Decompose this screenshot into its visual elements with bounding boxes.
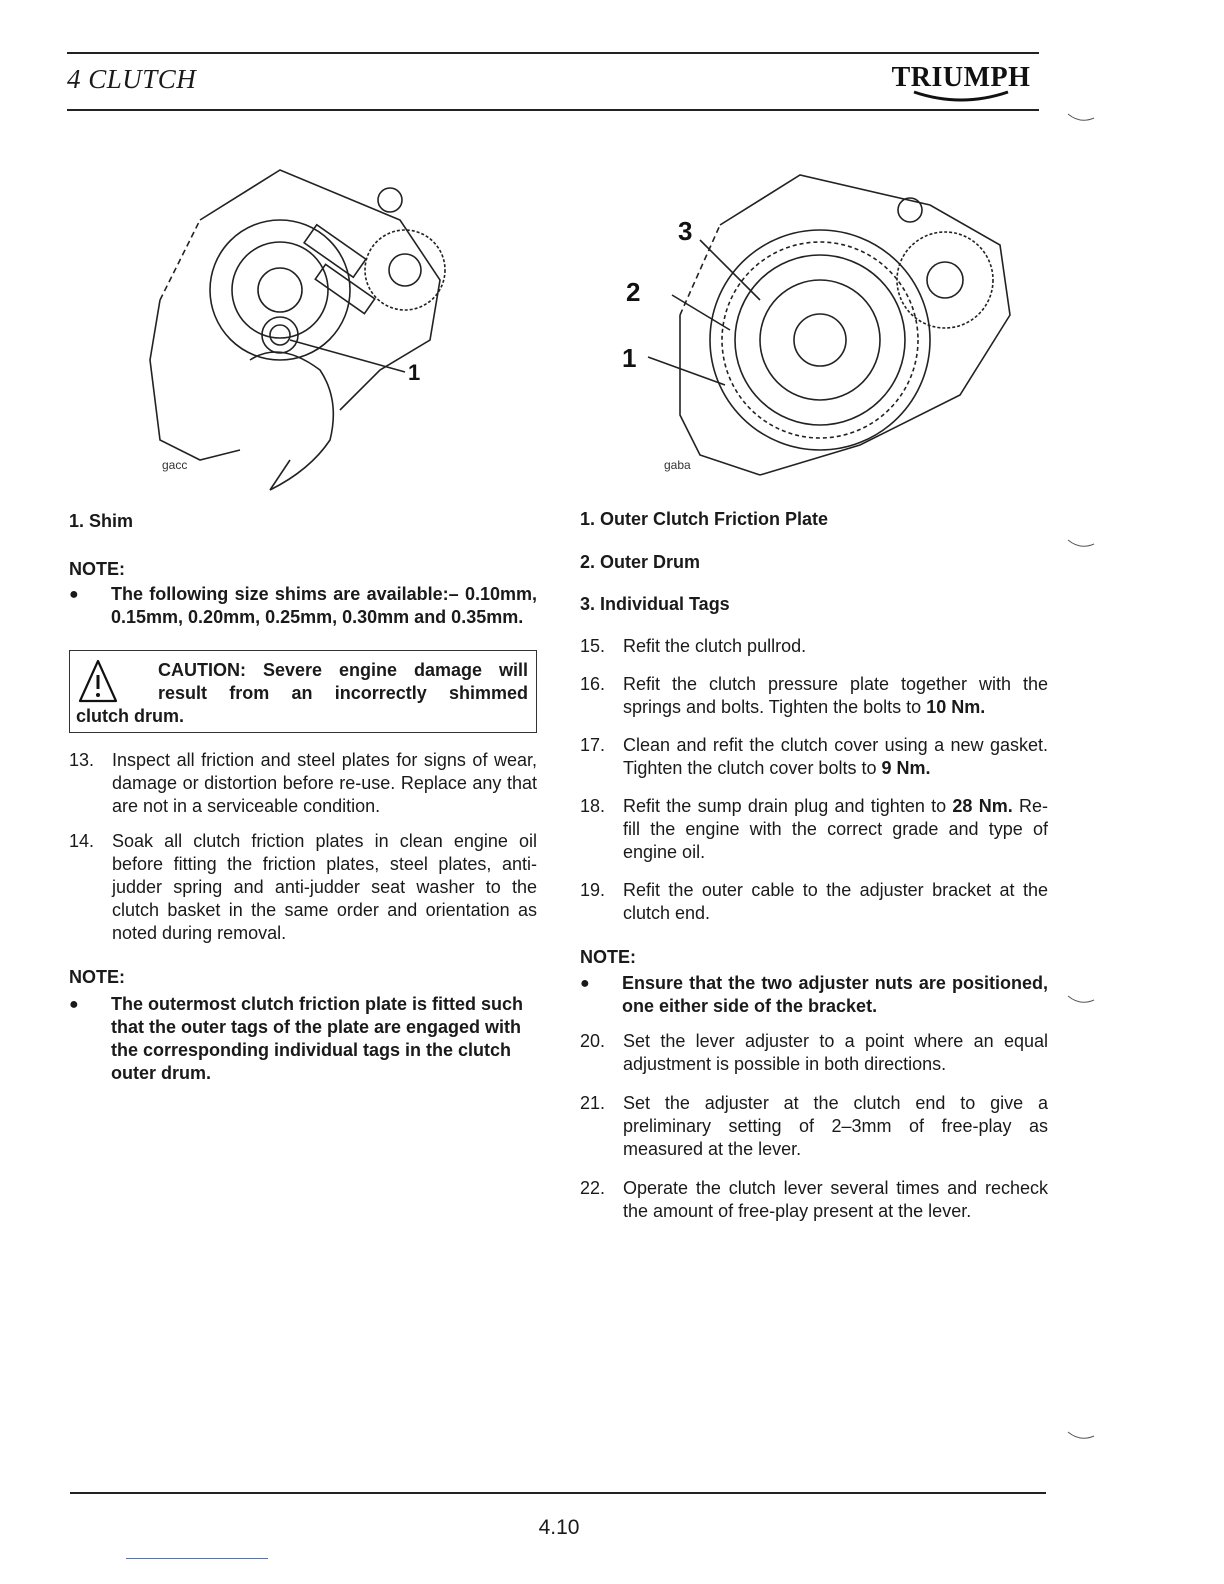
header-bottom-rule (67, 109, 1039, 111)
binding-mark (1066, 532, 1096, 550)
figure-caption-1: 1. Outer Clutch Friction Plate (580, 509, 829, 529)
binding-mark (1066, 106, 1096, 124)
torque-value: 10 Nm. (926, 697, 986, 717)
step-13: 13. Inspect all friction and steel plates for signs of wear, damage or distortion before re-use. Replace any that are not in a serviceable condition. (69, 750, 537, 816)
figure-code-gaba: gaba (664, 458, 691, 472)
triumph-logo (886, 56, 1036, 104)
left-column (69, 510, 537, 1085)
step-16: 16. Refit the clutch pressure plate together with the springs and bolts. Tighten the bolts to 10 Nm. (580, 674, 1048, 717)
note-bullet-2: ● The outermost clutch friction plate is fitted such that the outer tags of the plate are engaged with the corresponding individual tags in the clutch outer drum. (69, 994, 524, 1083)
note-bullet-3: ● Ensure that the two adjuster nuts are positioned, one either side of the bracket. (580, 973, 1048, 1016)
svg-text:TRIUMPH: TRIUMPH (891, 62, 1031, 93)
step-18: 18. Refit the sump drain plug and tighten to 28 Nm. Re-fill the engine with the correct grade and type of engine oil. (580, 796, 1048, 862)
torque-value: 9 Nm. (881, 758, 931, 778)
step-17: 17. Clean and refit the clutch cover using a new gasket. Tighten the clutch cover bolts to 9 Nm. (580, 735, 1048, 778)
step-21: 21. Set the adjuster at the clutch end to give a preliminary setting of 2–3mm of free-play as measured at the lever. (580, 1093, 1048, 1159)
note-heading-3: NOTE: (580, 947, 636, 967)
bullet-dot: ● (69, 996, 79, 1013)
callout-3: 3 (678, 216, 693, 246)
header-top-rule (67, 52, 1039, 54)
warning-triangle-icon (76, 659, 158, 705)
figure-caption: 1. Shim (69, 511, 134, 531)
note-heading: NOTE: (69, 559, 125, 579)
figure-code-gacc: gacc (162, 458, 188, 472)
bullet-dot: ● (580, 975, 590, 992)
callout-2: 2 (626, 277, 641, 307)
right-column (580, 508, 1048, 1223)
step-20: 20. Set the lever adjuster to a point where an equal adjustment is possible in both directions. (580, 1031, 1048, 1074)
figure-caption-2: 2. Outer Drum (580, 552, 701, 572)
step-15: 15. Refit the clutch pullrod. (580, 636, 807, 656)
callout-1: 1 (622, 343, 637, 373)
step-19: 19. Refit the outer cable to the adjuster bracket at the clutch end. (580, 880, 1048, 923)
figure-caption-3: 3. Individual Tags (580, 594, 730, 614)
footer-rule (70, 1492, 1046, 1494)
caution-box (69, 650, 537, 733)
callout-1: 1 (408, 360, 421, 385)
clutch-plates-illustration (600, 165, 1020, 485)
note-bullet: ● The following size shims are available:– 0.10mm, 0.15mm, 0.20mm, 0.25mm, 0.30mm and 0.35mm. (69, 584, 537, 627)
step-22: 22. Operate the clutch lever several times and recheck the amount of free-play present at the lever. (580, 1178, 1048, 1221)
caution-text: CAUTION: Severe engine damage will result from an incorrectly shimmed (158, 660, 528, 703)
caution-text-cont: clutch drum. (76, 706, 185, 726)
chapter-title: 4 CLUTCH (67, 64, 197, 94)
binding-mark (1066, 1424, 1096, 1442)
page-number: 4.10 (538, 1516, 580, 1539)
binding-mark (1066, 988, 1096, 1006)
scan-edge-line (126, 1558, 268, 1559)
note-heading-2: NOTE: (69, 967, 125, 987)
step-14: 14. Soak all clutch friction plates in clean engine oil before fitting the friction plates, steel plates, anti-judder spring and anti-judder seat washer to the clutch basket in the same order and orientation as noted during removal. (69, 831, 537, 943)
shim-installation-illustration (140, 160, 460, 500)
torque-value: 28 Nm. (952, 796, 1013, 816)
bullet-dot: ● (69, 586, 79, 603)
